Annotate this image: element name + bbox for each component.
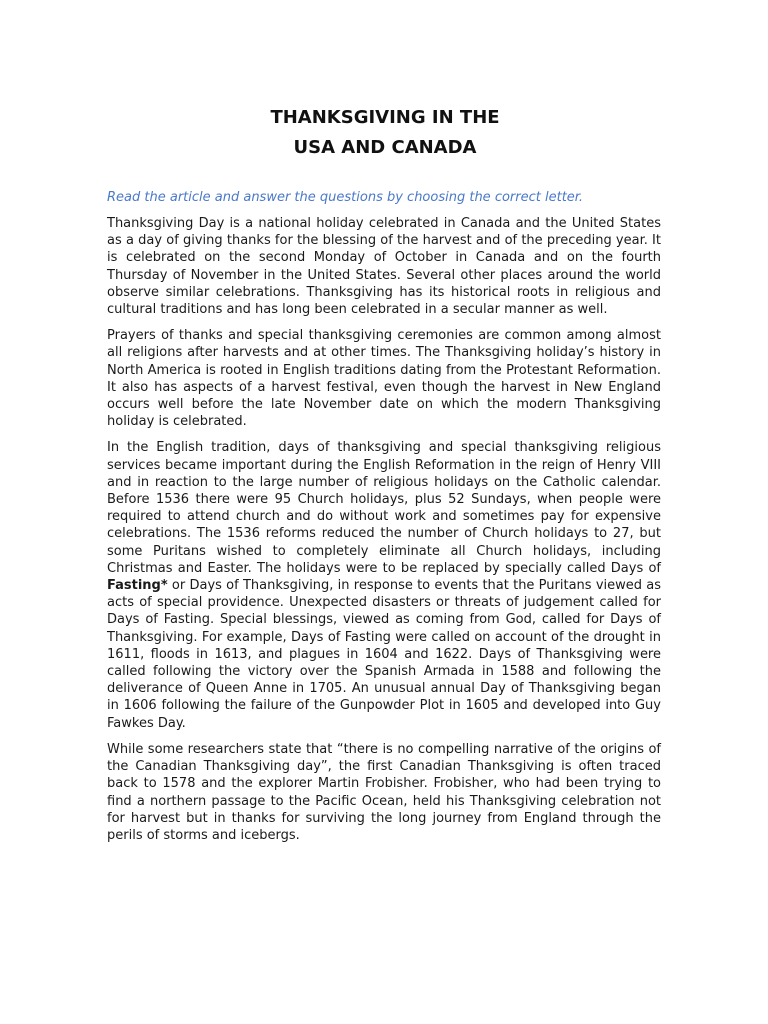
document-page [107, 103, 661, 853]
paragraph-1: Thanksgiving Day is a national holiday celebrated in Canada and the United States as a day of giving thanks for the blessing of the harvest and of the preceding year. It is celebrated on the second Monday of October in Canada and on the fourth Thursday of November in the United States. Several other places around the world observe similar celebrations. Thanksgiving has its historical roots in religious and cultural traditions and has long been celebrated in a secular manner as well. [107, 216, 661, 318]
paragraph-3-before: In the English tradition, days of thanksgiving and special thanksgiving religious services became important during the English Reformation in the reign of Henry VIII and in reaction to the large number of religious holidays on the Catholic calendar. Before 1536 there were 95 Church holidays, plus 52 Sundays, when people were required to attend church and do without work and sometimes pay for expensive celebrations. The 1536 reforms reduced the number of Church holidays to 27, but some Puritans wished to completely eliminate all Church holidays, including Christmas and Easter. The holidays were to be replaced by specially called Days of [107, 440, 661, 576]
paragraph-3-after: or Days of Thanksgiving, in response to events that the Puritans viewed as acts of special providence. Unexpected disasters or threats of judgement called for Days of Fasting. Special blessings, viewed as coming from God, called for Days of Thanksgiving. For example, Days of Fasting were called on account of the drought in 1611, floods in 1613, and plagues in 1604 and 1622. Days of Thanksgiving were called following the victory over the Spanish Armada in 1588 and following the deliverance of Queen Anne in 1705. An unusual annual Day of Thanksgiving began in 1606 following the failure of the Gunpowder Plot in 1605 and developed into Guy Fawkes Day. [107, 578, 661, 731]
paragraph-3 [107, 439, 661, 731]
instruction-text: Read the article and answer the questions by choosing the correct letter. [107, 190, 584, 205]
paragraph-4: While some researchers state that “there is no compelling narrative of the origins of the Canadian Thanksgiving day”, the first Canadian Thanksgiving is often traced back to 1578 and the explorer Martin Frobisher. Frobisher, who had been trying to find a northern passage to the Pacific Ocean, held his Thanksgiving celebration not for harvest but in thanks for surviving the long journey from England through the perils of storms and icebergs. [107, 741, 661, 843]
title-line-2: USA AND CANADA [293, 137, 477, 158]
document-title [109, 103, 661, 163]
title-line-1: THANKSGIVING IN THE [270, 107, 500, 128]
paragraph-2: Prayers of thanks and special thanksgiving ceremonies are common among almost all religions after harvests and at other times. The Thanksgiving holiday’s history in North America is rooted in English traditions dating from the Protestant Reformation. It also has aspects of a harvest festival, even though the harvest in New England occurs well before the late November date on which the modern Thanksgiving holiday is celebrated. [107, 328, 661, 430]
fasting-term: Fasting* [107, 578, 168, 594]
